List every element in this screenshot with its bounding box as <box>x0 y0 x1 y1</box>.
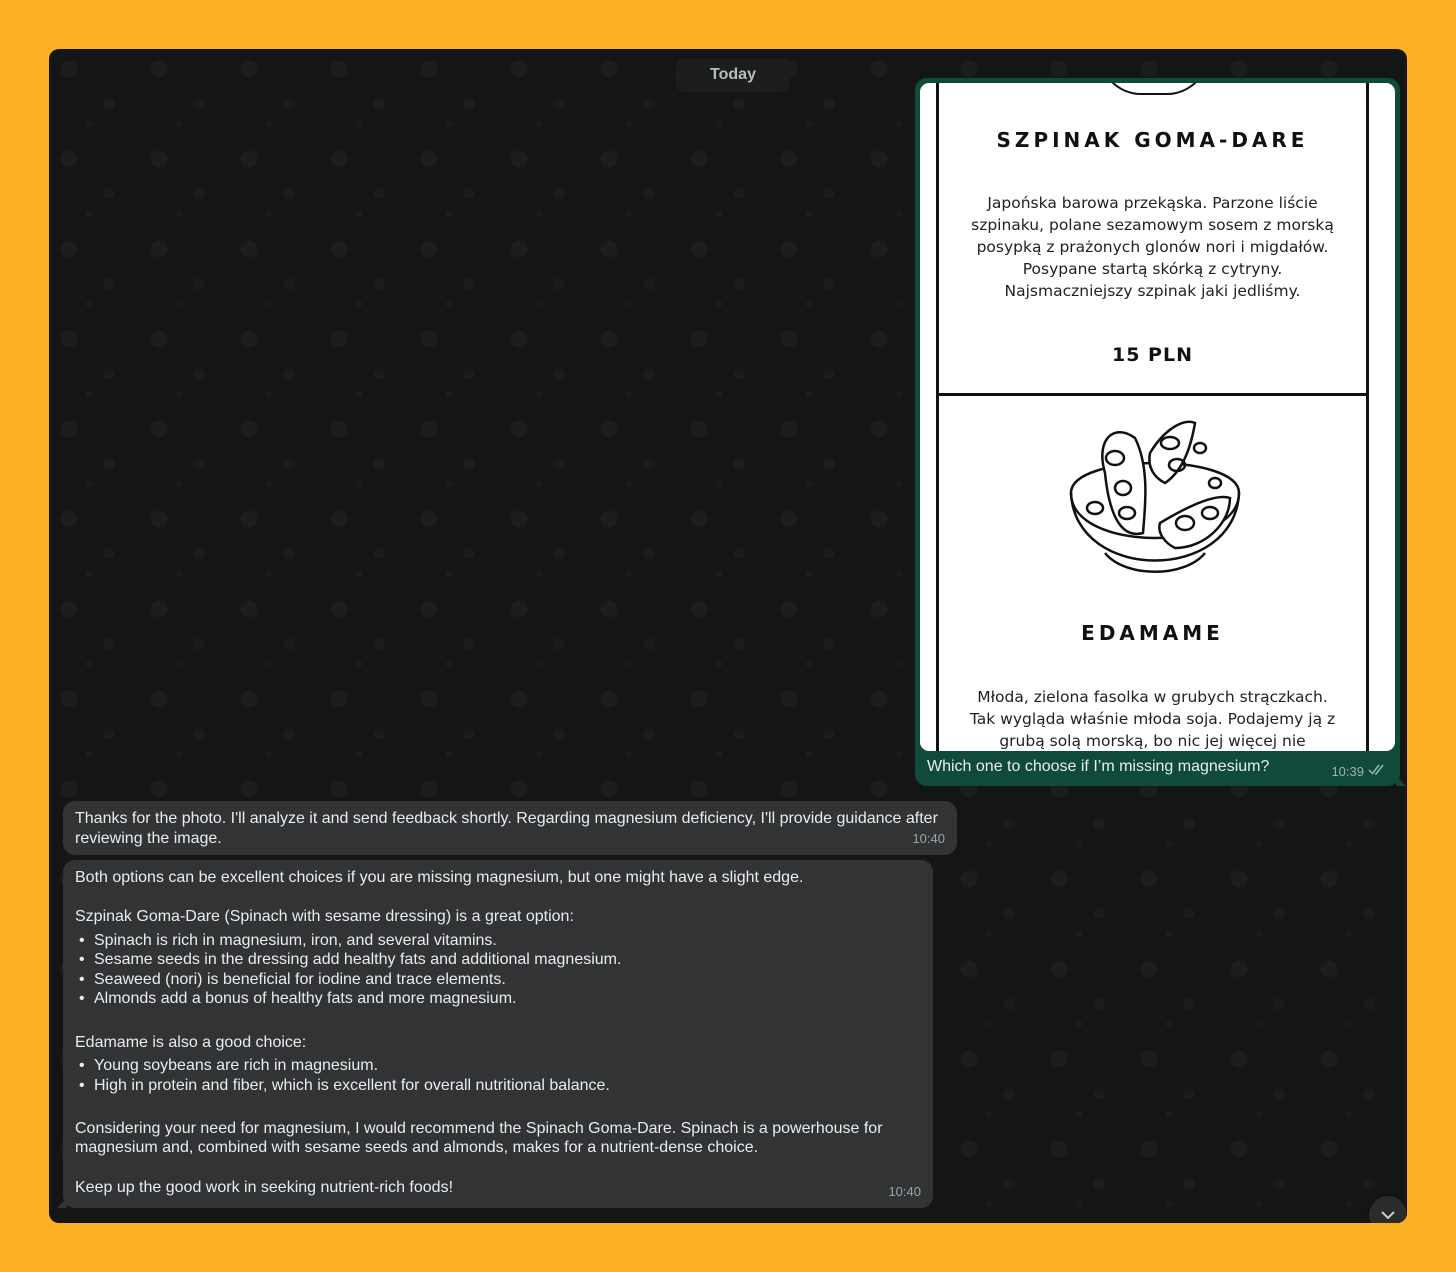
dish-price-spinach: 15 PLN <box>1112 344 1193 366</box>
bullet-list-spinach <box>75 931 921 1009</box>
scroll-to-bottom-button[interactable] <box>1369 1196 1407 1223</box>
message-time: 10:39 <box>1331 764 1364 779</box>
message-time: 10:40 <box>888 1184 921 1200</box>
bullet-item: • Young soybeans are rich in magnesium. <box>75 1056 921 1076</box>
edamame-bowl-illustration <box>1065 413 1245 593</box>
bullet-item: • High in protein and fiber, which is excellent for overall nutritional balance. <box>75 1076 921 1096</box>
bowl-illustration-partial <box>1099 83 1209 95</box>
message-intro: Both options can be excellent choices if you are missing magnesium, but one might have a slight edge. <box>75 869 804 886</box>
double-check-read-icon <box>1368 762 1388 776</box>
bullet-list-edamame <box>75 1056 921 1095</box>
outgoing-photo-message[interactable] <box>915 78 1400 786</box>
message-caption: Which one to choose if I’m missing magnesium? <box>927 758 1270 775</box>
message-conclusion: Considering your need for magnesium, I would recommend the Spinach Goma-Dare. Spinach is a powerhouse for magnesium and, combined with sesame seeds and almonds, makes for a nutrient-dense choice. <box>75 1119 883 1157</box>
message-time: 10:40 <box>912 831 945 847</box>
dish-title-spinach: SZPINAK GOMA-DARE <box>996 128 1309 152</box>
date-separator: Today <box>676 58 790 92</box>
bubble-tail <box>1396 776 1406 786</box>
message-text: Thanks for the photo. I'll analyze it and send feedback shortly. Regarding magnesium deficiency, I'll provide guidance after reviewing the image. <box>75 810 938 847</box>
incoming-message[interactable] <box>63 801 957 855</box>
bullet-item: • Spinach is rich in magnesium, iron, and several vitamins. <box>75 931 921 951</box>
dish-description-spinach: Japońska barowa przekąska. Parzone liście szpinaku, polane sezamowym sosem z morską posypką z prażonych glonów nori i migdałów. Posypane startą skórką z cytryny. Najsmaczniejszy szpinak jaki jedliśmy. <box>971 194 1334 300</box>
menu-divider <box>939 393 1366 396</box>
bullet-item: • Sesame seeds in the dressing add healthy fats and additional magnesium. <box>75 950 921 970</box>
section-heading-edamame: Edamame is also a good choice: <box>75 1033 307 1051</box>
section-heading-spinach: Szpinak Goma-Dare (Spinach with sesame dressing) is a great option: <box>75 908 574 926</box>
incoming-message[interactable] <box>63 860 933 1208</box>
menu-frame <box>936 83 1369 751</box>
dish-description-edamame: Młoda, zielona fasolka w grubych strączkach. Tak wygląda właśnie młoda soja. Podajemy ją z grubą solą morską, bo nic jej więcej nie <box>969 688 1336 750</box>
bullet-item: • Seaweed (nori) is beneficial for iodine and trace elements. <box>75 970 921 990</box>
bullet-item: • Almonds add a bonus of healthy fats and more magnesium. <box>75 989 921 1009</box>
chat-window <box>49 49 1407 1223</box>
chevron-down-icon <box>1380 1210 1396 1220</box>
message-closing: Keep up the good work in seeking nutrient-rich foods! <box>75 1178 454 1196</box>
bubble-tail <box>57 1198 67 1208</box>
dish-title-edamame: EDAMAME <box>1081 621 1224 645</box>
menu-photo[interactable] <box>920 83 1395 751</box>
